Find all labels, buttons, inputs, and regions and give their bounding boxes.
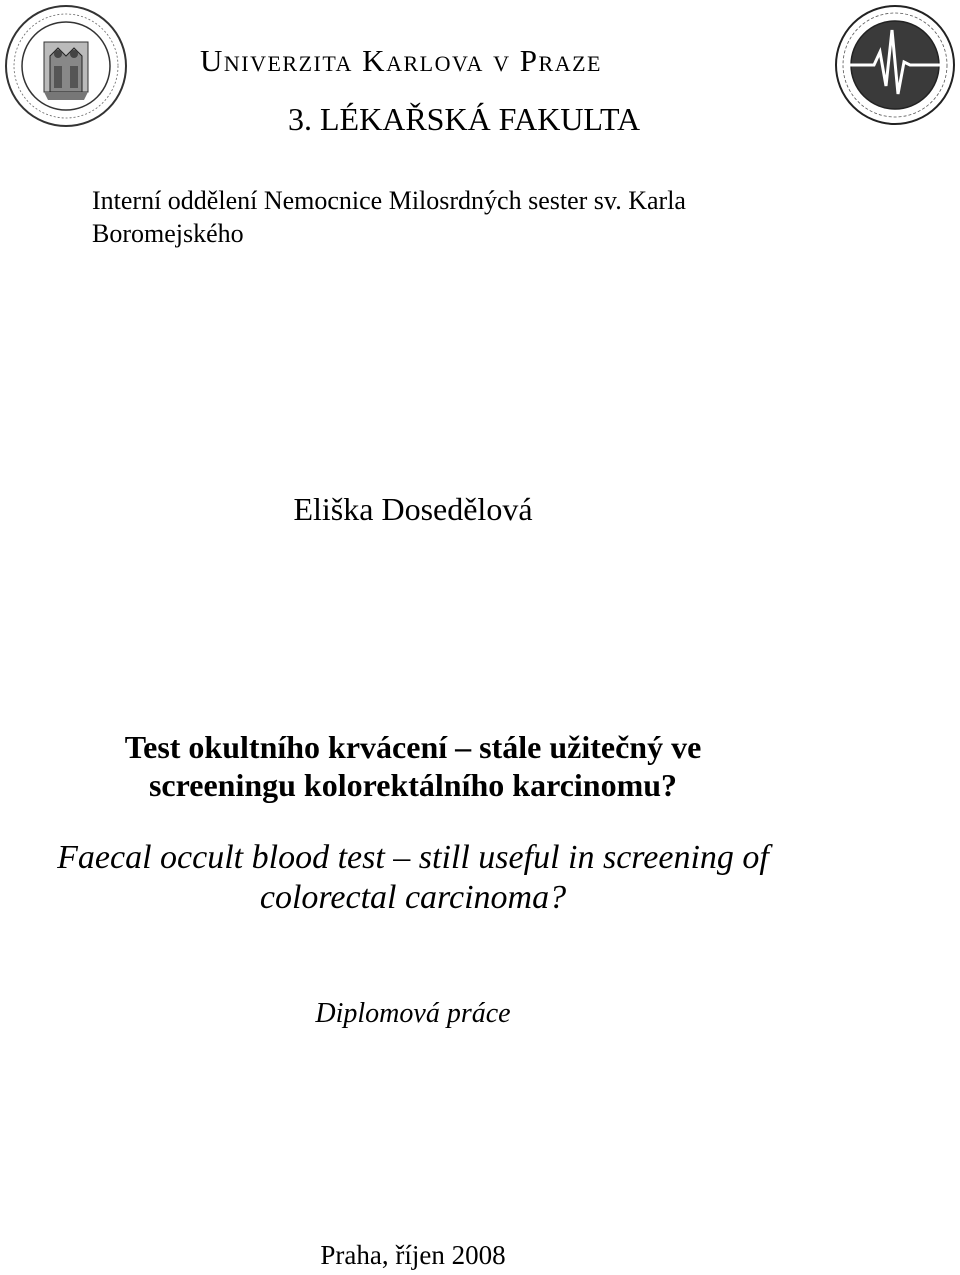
university-name: Univerzita Karlova v Praze: [200, 43, 602, 78]
thesis-type: Diplomová práce: [315, 998, 511, 1029]
faculty-name: 3. LÉKAŘSKÁ FAKULTA: [288, 101, 641, 137]
department-line2: Boromejského: [92, 219, 244, 248]
title-cs-line2: screeningu kolorektálního karcinomu?: [148, 767, 678, 803]
thesis-title-english: [0, 838, 826, 918]
thesis-title-czech: [0, 728, 826, 804]
department-line1: Interní oddělení Nemocnice Milosrdných sester sv. Karla: [92, 186, 686, 215]
title-cs-line1: Test okultního krvácení – stále užitečný ve: [124, 729, 702, 765]
place-date: Praha, říjen 2008: [320, 1240, 506, 1270]
department: [92, 184, 792, 250]
author-name: Eliška Dosedělová: [293, 491, 533, 527]
title-en-line1: Faecal occult blood test – still useful in screening of: [57, 839, 769, 876]
university-seal-icon: [4, 4, 128, 128]
title-en-line2: colorectal carcinoma?: [259, 879, 567, 916]
faculty-seal-icon: [834, 4, 956, 126]
